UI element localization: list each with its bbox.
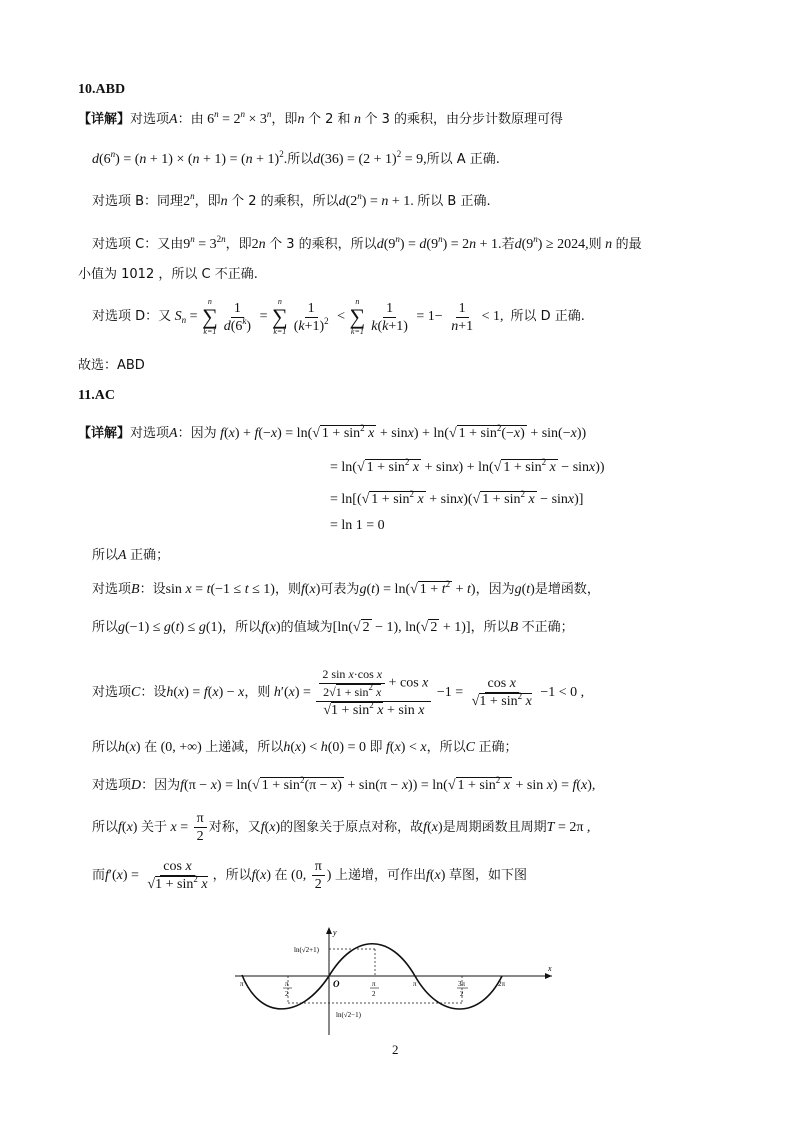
q10-choose: 故选：ABD (78, 358, 145, 373)
q11-detail-tag: 【详解】 (78, 426, 131, 441)
q10-option-a-result: $d(6^n) = (n + 1) \times (n + 1) = (n + 1)^2$.所以$d(36) = (2 + 1)^2 = 9$,所以 A 正确. (92, 149, 500, 167)
tick-2pi: 2π (498, 980, 506, 988)
formula: $d(36) = (2 + 1)^2 = 9$, (313, 149, 427, 167)
q11-option-c-line2: 所以h(x) 在 (0, +∞) 上递减，所以h(x) < h(0) = 0 即 f(x) < x，所以C 正确； (92, 740, 518, 755)
q10-option-d-line: 对选项 D：又 $S_n$ = n ∑ k=1 $\frac{1}{d(6^k)}$ = n ∑ k=1 $\frac{1}{(k+1)^2}$ < n ∑ k=1 $\frac{1}{k(k+1)}$ = 1− $\frac{1}{n+1}$ < 1, 所以 D 正确. (92, 297, 585, 336)
formula: f(x) + f(−x) = ln(√ $1 + \sin^2 x + \sin x) + \ln(√$ $1 + \sin^2(-x) + \sin(-x)$) (220, 423, 587, 441)
page-number: 2 (392, 1042, 399, 1057)
origin-label: O (333, 979, 340, 989)
tick-3half-pi-num: 3π (458, 980, 466, 988)
q10-title: 10.ABD (78, 82, 126, 97)
tick-neg-half-pi-num: π (285, 980, 289, 988)
q11-option-d-line2: 所以f(x) 关于 x = $\frac{\pi}{2}$ 对称，又f(x)的图象关于原点对称，故f(x)是周期函数且周期T = 2π , (92, 811, 591, 845)
q10-option-c-line: 对选项 C：又由$9^n = 3^{2n}$，即2n 个 3 的乘积，所以$d(9^n) = d(9^n) = 2n + 1$.若$d(9^n) \ge 2024$,则 n 的最 (92, 234, 642, 252)
q10-option-c-line2: 小值为 1012 ，所以 C 不正确. (78, 267, 258, 282)
q10-option-a-line: 【详解】对选项A：由 $6^n = 2^n \times 3^n$，即n 个 2 和 n 个 3 的乘积，由分步计数原理可得 (78, 109, 564, 127)
x-axis-label: x (548, 964, 552, 973)
tick-3half-pi-den: 2 (460, 990, 464, 998)
formula: $d(9^n) = d(9^n) = 2n + 1$. (376, 234, 502, 252)
q10-detail-tag: 【详解】 (78, 112, 131, 127)
tick-neg-pi: π (240, 980, 244, 988)
q11-option-d-line1: 对选项D：因为f(π − x) = ln(√ $1 + \sin^2(\pi - x) + \sin(\pi - x)) = \ln(√$ $1 + \sin^2 x + \sin x) = f(x)$, (92, 775, 596, 793)
sine-like-graph (230, 925, 560, 1040)
formula: $d(6^n) = (n + 1) \times (n + 1) = (n + 1)^2$. (92, 149, 288, 167)
q11-option-b-line2: 所以g(−1) ≤ g(t) ≤ g(1)，所以f(x)的值域为[ln(√ 2 − 1), ln(√ 2 + 1)]，所以B 不正确； (92, 620, 574, 635)
q11-option-a-conclusion: 所以A 正确； (92, 548, 170, 563)
formula: $d(2^n) = n + 1$. (338, 191, 414, 209)
q11-option-a-line3: = ln[(√ $1 + \sin^2 x + \sin x)(√$ $1 + \sin^2 x - \sin x$)] (330, 489, 584, 507)
q11-option-a-line1: 【详解】对选项A：因为 f(x) + f(−x) = ln(√ $1 + \sin^2 x + \sin x) + \ln(√$ $1 + \sin^2(-x) + \sin(-x)$) (78, 423, 587, 441)
tick-pi: π (413, 980, 417, 988)
q11-option-d-line3: 而f′(x) = $\frac{\text{cos x}}{√1 + \sin^2 x}$ ，所以f(x) 在 (0, $\frac{\pi}{2}$ ) 上递增，可作出f(x) 草图，如下图 (92, 859, 527, 893)
max-label: ln(√2+1) (294, 946, 319, 954)
q10-option-b-line: 对选项 B：同理2$^n$，即n 个 2 的乘积，所以$d(2^n) = n + 1$. 所以 B 正确. (92, 191, 491, 209)
tick-half-pi-den: 2 (372, 990, 376, 998)
q11-option-a-line2: = ln(√ $1 + \sin^2 x + \sin x) + \ln(√$ $1 + \sin^2 x - \sin x$)) (330, 457, 605, 475)
q11-title: 11.AC (78, 388, 115, 403)
formula: $9^n = 3^{2n}$ (183, 234, 226, 252)
q11-option-b-line1: 对选项B：设sin x = t(−1 ≤ t ≤ 1)，则f(x)可表为g(t) = ln(√ $1 + t^2 + t$)，因为g(t)是增函数， (92, 579, 600, 597)
y-axis-label: y (333, 928, 337, 937)
q11-option-a-line4: = ln 1 = 0 (330, 518, 385, 533)
min-label: ln(√2−1) (336, 1011, 361, 1019)
formula: $d(9^n) \ge 2024$, (514, 234, 589, 252)
y-axis-arrow (326, 927, 332, 934)
x-axis-arrow (545, 973, 552, 979)
formula: $6^n = 2^n \times 3^n$ (207, 109, 272, 127)
q11-option-c-line1: 对选项C：设h(x) = f(x) − x，则 h′(x) = $\frac{\text{2 sin x·cos x}}{2√1 + \sin^2 x}$ + cos x $√1 + \sin^2 x + \sin x$ −1 = $\frac{\text{cos x}}{√1 + \sin^2 x}$ −1 < 0 , (92, 667, 585, 719)
tick-half-pi-num: π (372, 980, 376, 988)
tick-neg-half-pi-den: 2 (285, 990, 289, 998)
